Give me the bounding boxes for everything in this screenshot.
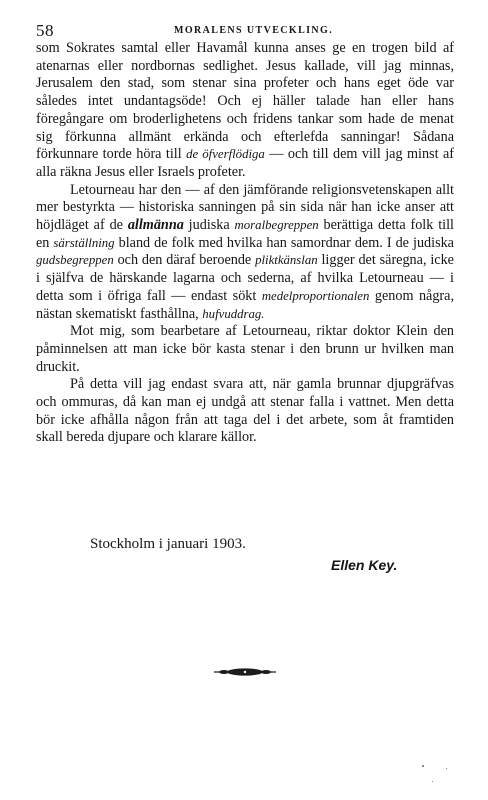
paper-speck xyxy=(432,781,433,782)
emphasis-allmanna: allmänna xyxy=(127,217,184,234)
emphasis-gudsbegreppen: gudsbegreppen xyxy=(36,253,114,268)
body-text xyxy=(36,40,454,447)
paragraph-1-text-a: som Sokrates samtal eller Havamål kunna anses ge en trogen bild af atenarnas eller nordbornas sedlighet. Jesus kallade, vill jag minnas, Jerusalem den stad, som stenar sina profeter och hans eget öde var således intet undantagsöde! Och ej häller talade han eller hans föregångare om broderlighetens och fridens tankar som hade de menat sig förkunna allmänt erkända och efterlefda sanningar! Sådana förkunnare torde höra till xyxy=(36,40,454,163)
emphasis-de-ofverflodiga: de öfverflödiga xyxy=(186,147,265,162)
emphasis-moralbegreppen: moralbegreppen xyxy=(234,218,319,233)
paragraph-2-text-m: genom några, nästan skematiskt fasthållna, xyxy=(36,287,455,322)
signature: Ellen Key. xyxy=(331,557,398,573)
emphasis-hufvuddrag: hufvuddrag. xyxy=(202,306,265,321)
paper-speck xyxy=(422,765,424,767)
page-number: 58 xyxy=(36,21,54,40)
paragraph-3: Mot mig, som bearbetare af Letourneau, riktar doktor Klein den påminnelsen att man icke bör kasta stenar i den brunn ur hvilken man druckit. xyxy=(36,323,454,375)
ornament-divider xyxy=(212,665,278,679)
paragraph-2-text-c: judiska xyxy=(183,217,235,234)
paragraph-2-text-g: bland de folk med hvilka han samordnar dem. I de judiska xyxy=(114,234,454,251)
paragraph-1-text-c: — och till dem vill jag minst af alla räkna Jesus eller Israels profeter. xyxy=(36,146,454,180)
paragraph-2-text-i: och den däraf beroende xyxy=(113,252,256,269)
paragraph-2-text-k: ligger det säregna, icke i själfva de härskande lagarna och sederna, af hvilka Letourneau — i detta som i öfriga fall — endast sökt xyxy=(36,252,454,304)
emphasis-pliktkanslan: pliktkänslan xyxy=(255,253,318,268)
paragraph-4: På detta vill jag endast svara att, när gamla brunnar djupgräfvas och ommuras, då kan man ej undgå att stenar falla i vattnet. Men detta bör icke afhålla någon från att taga del i det arbete, som åt framtiden skall bereda djupare och klarare källor. xyxy=(36,376,454,446)
running-head: MORALENS UTVECKLING. xyxy=(174,25,334,36)
dateline: Stockholm i januari 1903. xyxy=(90,536,246,552)
paragraph-2-text-a: Letourneau har den — af den jämförande religionsvetenskapen allt mer bestyrkta — historiska sanningen på sin sida när han icke anser att höjdläget af de xyxy=(36,181,454,234)
emphasis-medelproportionalen: medelproportionalen xyxy=(261,288,370,303)
paragraph-2-text-e: berättiga detta folk till en xyxy=(36,217,454,251)
paper-speck xyxy=(446,768,447,769)
paragraph-2 xyxy=(36,182,454,324)
paragraph-1 xyxy=(36,40,454,182)
emphasis-sarstallning: särställning xyxy=(53,235,115,250)
